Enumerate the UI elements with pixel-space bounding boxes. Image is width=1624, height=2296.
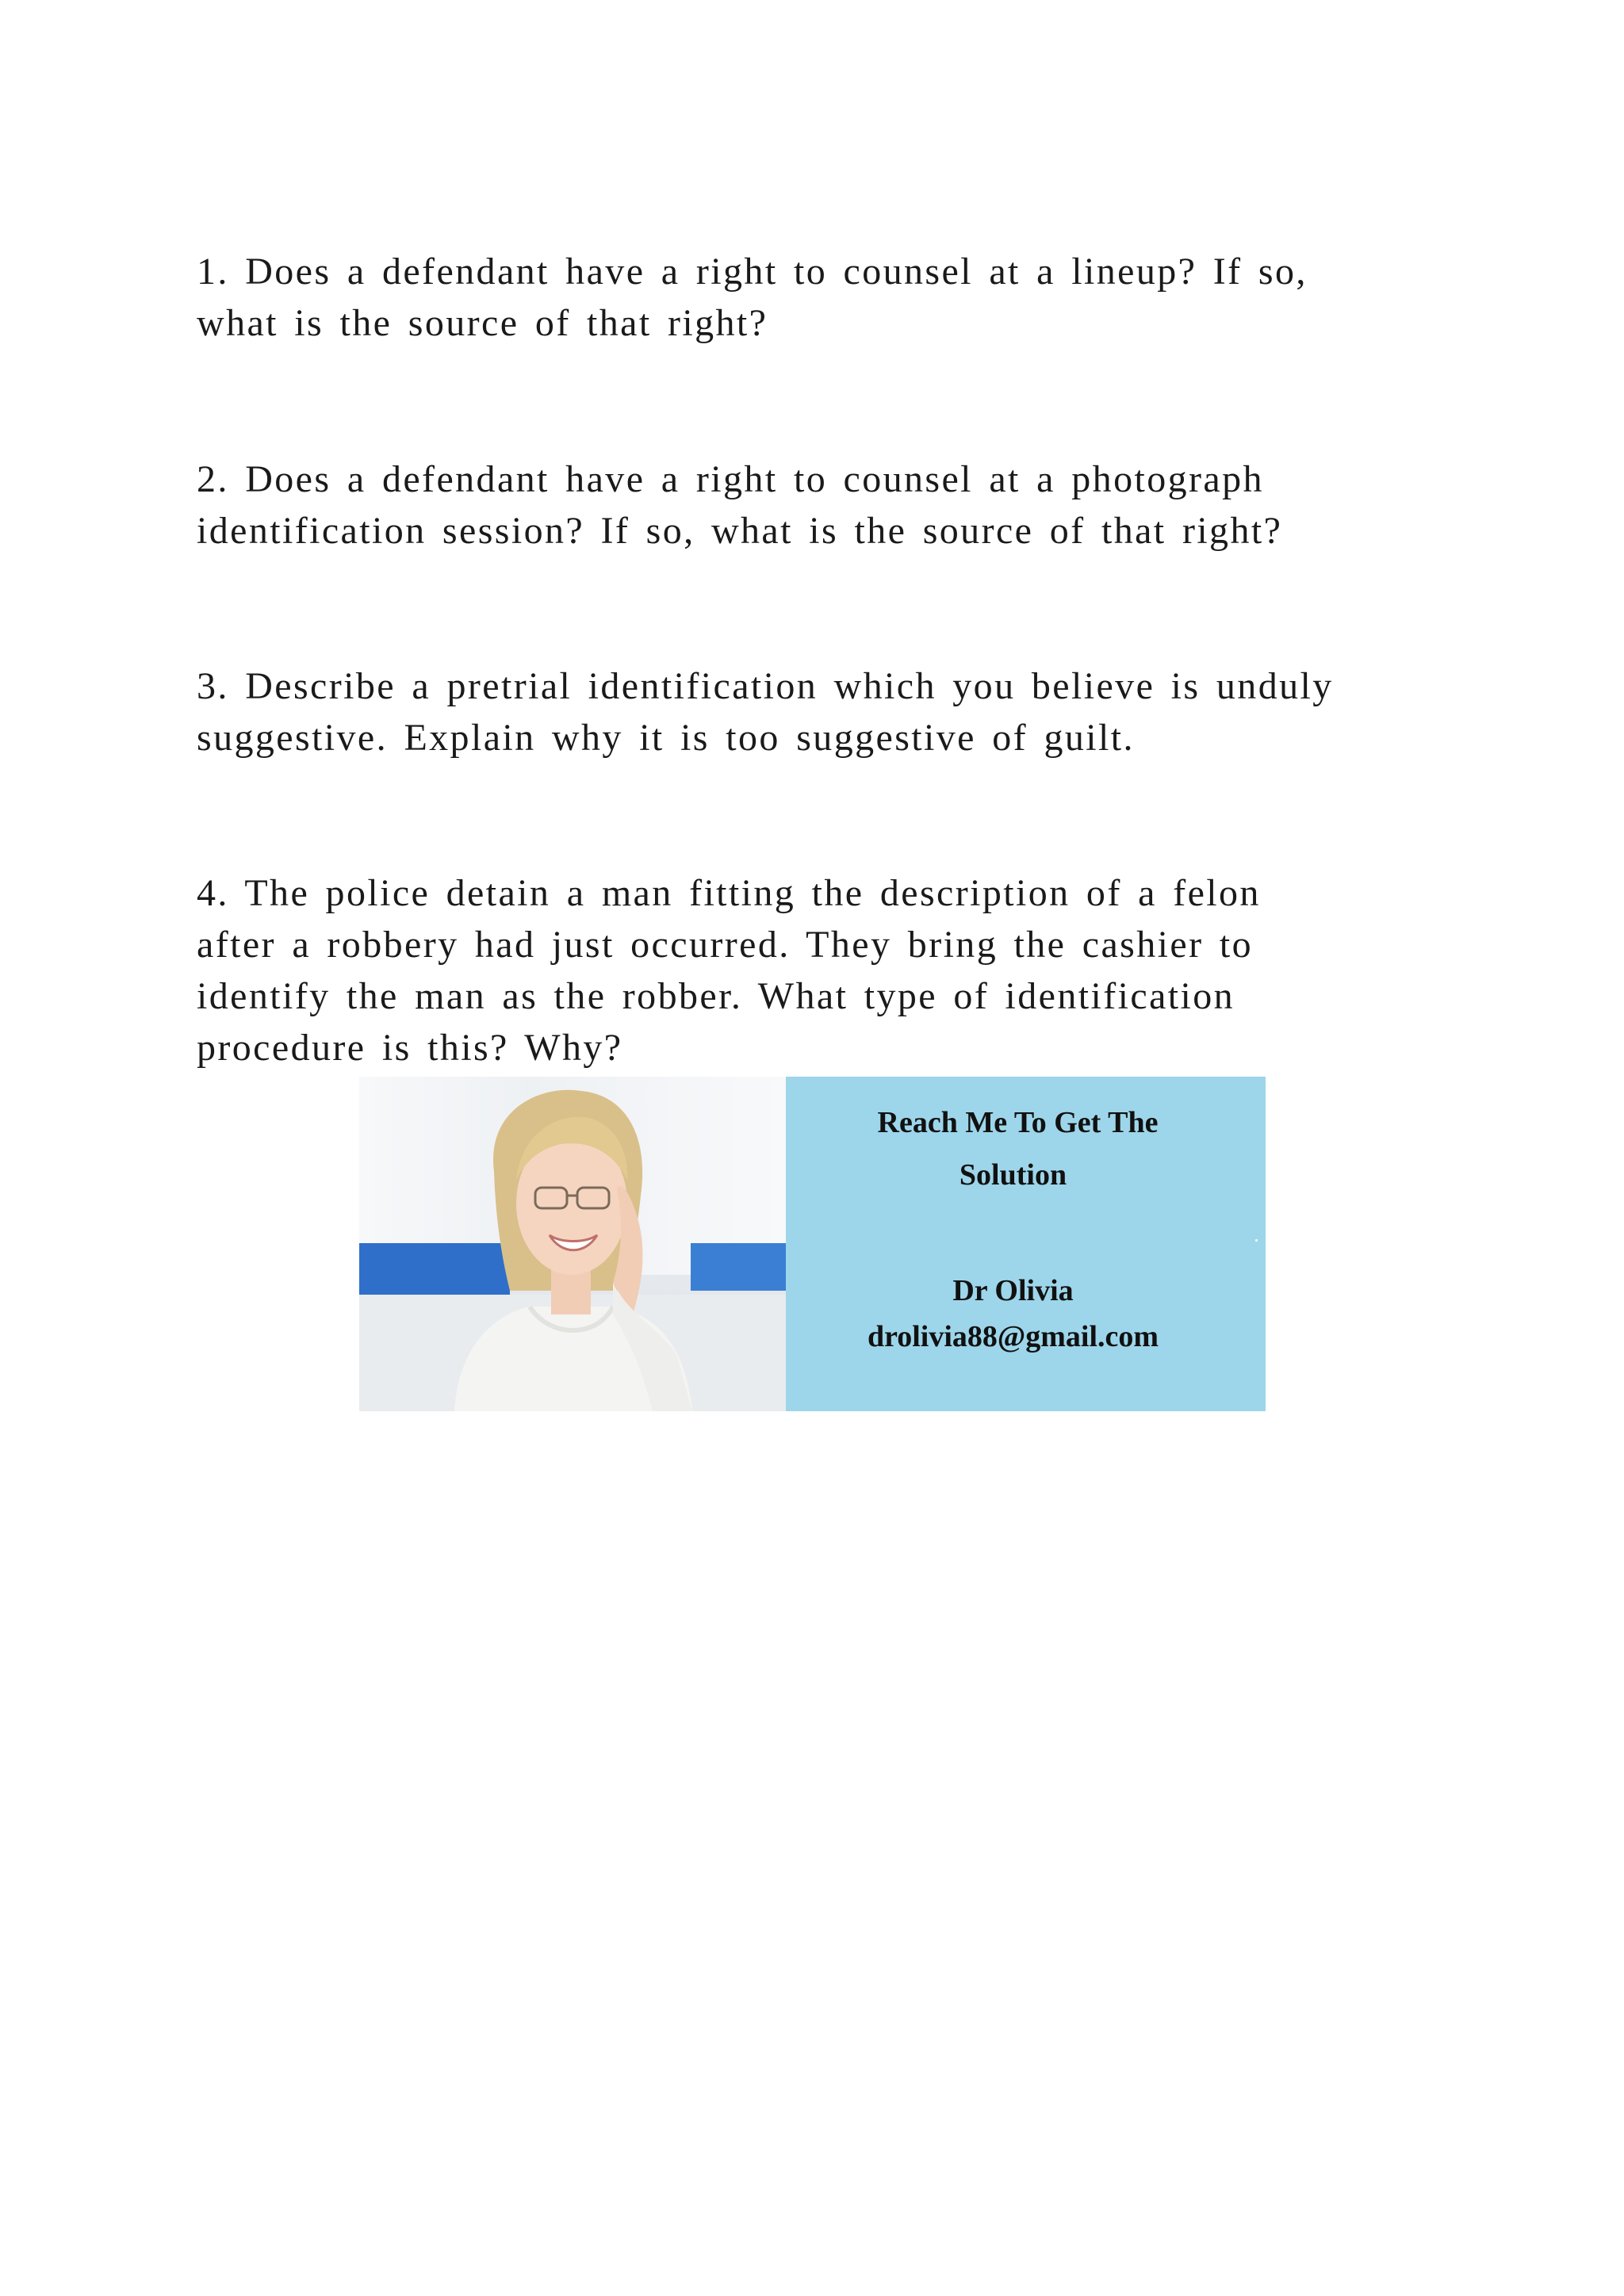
cta-line-2: Solution — [959, 1158, 1067, 1192]
question-2-line-1: 2. Does a defendant have a right to counsel at a photograph — [197, 458, 1264, 500]
question-1 — [197, 246, 1434, 349]
question-1-line-2: what is the source of that right? — [197, 302, 768, 344]
contact-info-panel — [786, 1077, 1266, 1411]
question-3-line-1: 3. Describe a pretrial identification which you believe is unduly — [197, 665, 1334, 707]
question-4-line-3: identify the man as the robber. What type of identification — [197, 975, 1235, 1017]
question-3 — [197, 660, 1434, 763]
question-4 — [197, 867, 1434, 1073]
smiling-woman-photo-icon — [359, 1077, 786, 1411]
question-4-line-4: procedure is this? Why? — [197, 1027, 623, 1069]
question-4-line-1: 4. The police detain a man fitting the description of a felon — [197, 872, 1261, 914]
woman-figure-icon — [359, 1077, 786, 1411]
question-3-line-2: suggestive. Explain why it is too suggestive of guilt. — [197, 717, 1135, 759]
question-2-line-2: identification session? If so, what is the source of that right? — [197, 510, 1283, 552]
question-2 — [197, 453, 1434, 557]
contact-email: drolivia88@gmail.com — [867, 1320, 1159, 1353]
question-1-line-1: 1. Does a defendant have a right to counsel at a lineup? If so, — [197, 251, 1308, 293]
question-4-line-2: after a robbery had just occurred. They bring the cashier to — [197, 924, 1253, 966]
cta-line-1: Reach Me To Get The — [877, 1106, 1159, 1139]
contact-banner — [359, 1077, 1266, 1411]
contact-name: Dr Olivia — [952, 1274, 1074, 1307]
